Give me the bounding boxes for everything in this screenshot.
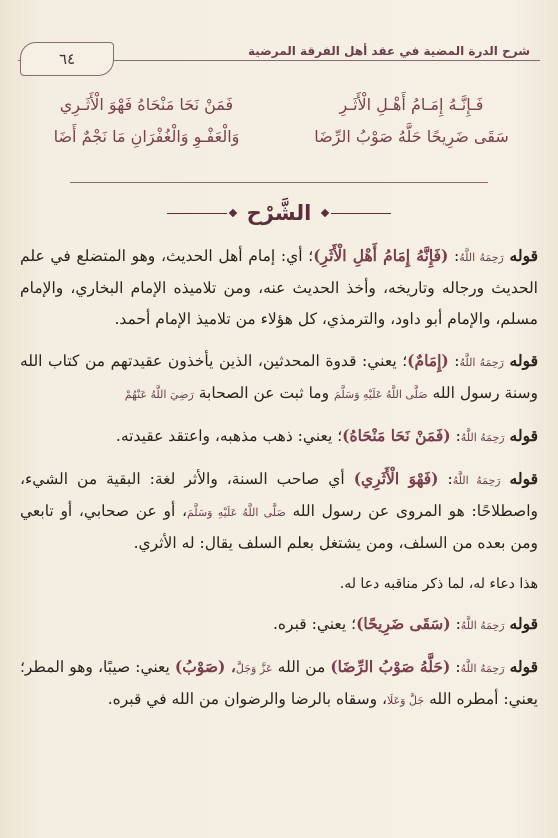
poem-block [24,88,534,152]
page-header [18,40,540,74]
ornament-left-icon [167,210,239,216]
paragraph-1: قوله رَحِمَهُ اللَّهُ: (فَإِنَّهُ إِمَامُ أَهْلِ الْأَثَرِ)؛ أي: إمام أهل الحديث، وهو المتضلع في علم الحديث ورجاله وتاريخه، وأخذ الحديث عنه، ومن تلاميذه الإمام البخاري، والإمام مسلم، والإمام أبو داود، والترمذي، كل هؤلاء من تلاميذ الإمام أحمد. [20,246,538,328]
quoted-verse: (فَمَنْ نَحَا مَنْحَاهُ) [342,426,451,445]
paragraph-text: أي صاحب السنة، والأثر لغة: البقية من الشيء، واصطلاحًا: هو المروى عن رسول الله [20,470,538,520]
honorific: رَحِمَهُ اللَّهُ [452,474,501,487]
paragraph-text: يعني: صيبًا، وهو المطر؛ يعني: أمطره الله [20,658,538,708]
verse-1 [24,88,534,120]
paragraph-text: من الله [277,658,326,676]
quoted-verse: (فَهْوَ الْأَثَرِي) [353,469,439,488]
lead-word: قوله [509,426,538,445]
verse-2-first-hemistich: سَقَى ضَرِيحًا حَلَّهُ صَوْبُ الرِّضَا [314,126,509,146]
quoted-verse: (سَقَى ضَرِيحًا) [356,614,451,633]
section-heading [0,196,558,230]
honorific: رَحِمَهُ اللَّهُ [460,431,505,444]
paragraph-5: قوله رَحِمَهُ اللَّهُ: (سَقَى ضَرِيحًا)؛ يعني: قبره. [272,614,538,633]
paragraph-text: وما ثبت عن الصحابة [198,384,330,402]
quoted-verse: (حَلَّهُ صَوْبُ الرِّضَا) [330,657,451,676]
paragraph-text: ؛ يعني: ذهب مذهبه، واعتقد عقيدته. [115,427,343,445]
paragraph-text: ؛ يعني: قبره. [272,615,357,633]
lead-word: قوله [509,657,539,676]
quoted-word: ، (صَوْبُ) [174,657,236,676]
quoted-verse: (فَإِنَّهُ إِمَامُ أَهْلِ الْأَثَرِ) [313,246,449,265]
verse-2-second-hemistich: وَالْعَفْـوِ وَالْغُفْرَانِ مَا نَجْمٌ أَضَا [53,126,240,146]
honorific-god: عَزَّ وَجَلَّ [235,662,273,675]
paragraph-6: قوله رَحِمَهُ اللَّهُ: (حَلَّهُ صَوْبُ الرِّضَا) من الله عَزَّ وَجَلَّ، (صَوْبُ) يعني: صيبًا، وهو المطر؛ يعني: أمطره الله جَلَّ وَعَلَا، وسقاه بالرضا والرضوان من الله في قبره. [20,657,539,708]
page-number: ٦٤ [20,42,114,76]
running-title: شرح الدرة المضية في عقد أهل الفرقة المرضية [247,44,530,58]
lead-word: قوله [509,614,538,633]
paragraph-4: قوله رَحِمَهُ اللَّهُ: (فَهْوَ الْأَثَرِي) أي صاحب السنة، والأثر لغة: البقية من الشيء، واصطلاحًا: هو المروى عن رسول الله صَلَّى اللَّهُ عَلَيْهِ وَسَلَّمَ، أو عن صحابي، أو تابعي ومن بعده من السلف، ومن يشتغل بعلم السلف يقال: له الأثري. [20,469,538,552]
lead-word: قوله [509,469,538,488]
lead-word: قوله [509,351,538,370]
verse-1-second-hemistich: فَمَنْ نَحَا مَنْحَاهُ فَهْوَ الْأَثَـرِي [59,94,234,114]
paragraph-text: ، وسقاه بالرضا والرضوان من الله في قبره. [107,690,388,708]
ornament-right-icon [319,210,391,216]
paragraph-text: ؛ أي: إمام أهل الحديث، وهو المتضلع في علم الحديث ورجاله وتاريخه، وأخذ الحديث عنه، ومن تلاميذه الإمام البخاري، والإمام مسلم، والإمام أبو داود، والترمذي، كل هؤلاء من تلاميذ الإمام أحمد. [20,247,538,328]
honorific: رَحِمَهُ اللَّهُ [459,356,504,369]
section-title: الشَّرْح [246,201,312,225]
honorific-prophet: صَلَّى اللَّهُ عَلَيْهِ وَسَلَّمَ [186,506,286,519]
honorific: رَحِمَهُ اللَّهُ [460,662,505,675]
quoted-verse: (إِمَامٌ) [407,351,449,370]
paragraph-text: ، أو عن صحابي، أو تابعي ومن بعده من السلف، ومن يشتغل بعلم السلف يقال: له الأثري. [20,502,538,552]
paragraph-3: قوله رَحِمَهُ اللَّهُ: (فَمَنْ نَحَا مَنْحَاهُ)؛ يعني: ذهب مذهبه، واعتقد عقيدته. [115,426,538,445]
honorific-companions: رَضِيَ اللَّهُ عَنْهُمْ [124,388,194,401]
paragraph-text: ؛ يعني: قدوة المحدثين، الذين يأخذون عقيدتهم من كتاب الله وسنة رسول الله [20,352,538,402]
commentary-body [20,240,538,726]
paragraph-2: قوله رَحِمَهُ اللَّهُ: (إِمَامٌ)؛ يعني: قدوة المحدثين، الذين يأخذون عقيدتهم من كتاب الله وسنة رسول الله صَلَّى اللَّهُ عَلَيْهِ وَسَلَّمَ وما ثبت عن الصحابة رَضِيَ اللَّهُ عَنْهُمْ [20,351,538,402]
honorific-prophet: صَلَّى اللَّهُ عَلَيْهِ وَسَلَّمَ [334,388,428,401]
verse-2 [24,120,534,152]
honorific-god: جَلَّ وَعَلَا [387,694,425,707]
honorific: رَحِمَهُ اللَّهُ [460,619,505,632]
verse-1-first-hemistich: فَـإِنَّـهُ إِمَـامُ أَهْـلِ الْأَثَـرِ [339,94,484,114]
note-line: هذا دعاء له، لما ذكر مناقبه دعا له. [339,576,538,592]
poem-divider [70,182,488,183]
lead-word: قوله [509,246,538,265]
honorific: رَحِمَهُ اللَّهُ [459,251,504,264]
